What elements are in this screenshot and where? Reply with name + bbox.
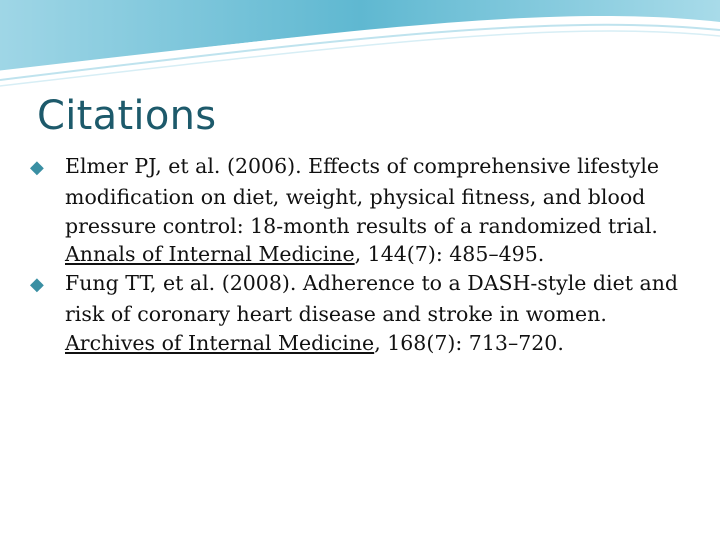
citation-item — [30, 152, 695, 269]
journal-title: Annals of Internal Medicine — [65, 242, 355, 267]
bullet-icon: ◆ — [30, 274, 44, 296]
citation-text: Fung TT, et al. (2008). Adherence to a DASH-style diet and risk of coronary heart disease and stroke in women. — [65, 271, 679, 326]
journal-title: Archives of Internal Medicine — [65, 330, 375, 355]
citation-details: , 168(7): 713–720. — [374, 330, 564, 355]
citation-text: Elmer PJ, et al. (2006). Effects of comprehensive lifestyle modification on diet, weight, physical fitness, and blood pressure control: 18-month results of a randomized trial. — [65, 154, 660, 238]
bullet-icon: ◆ — [30, 157, 44, 178]
header-wave-decoration — [0, 0, 720, 90]
slide-title: Citations — [37, 93, 217, 139]
citation-item — [30, 269, 695, 357]
citation-list — [30, 152, 695, 358]
citation-details: , 144(7): 485–495. — [354, 242, 545, 267]
